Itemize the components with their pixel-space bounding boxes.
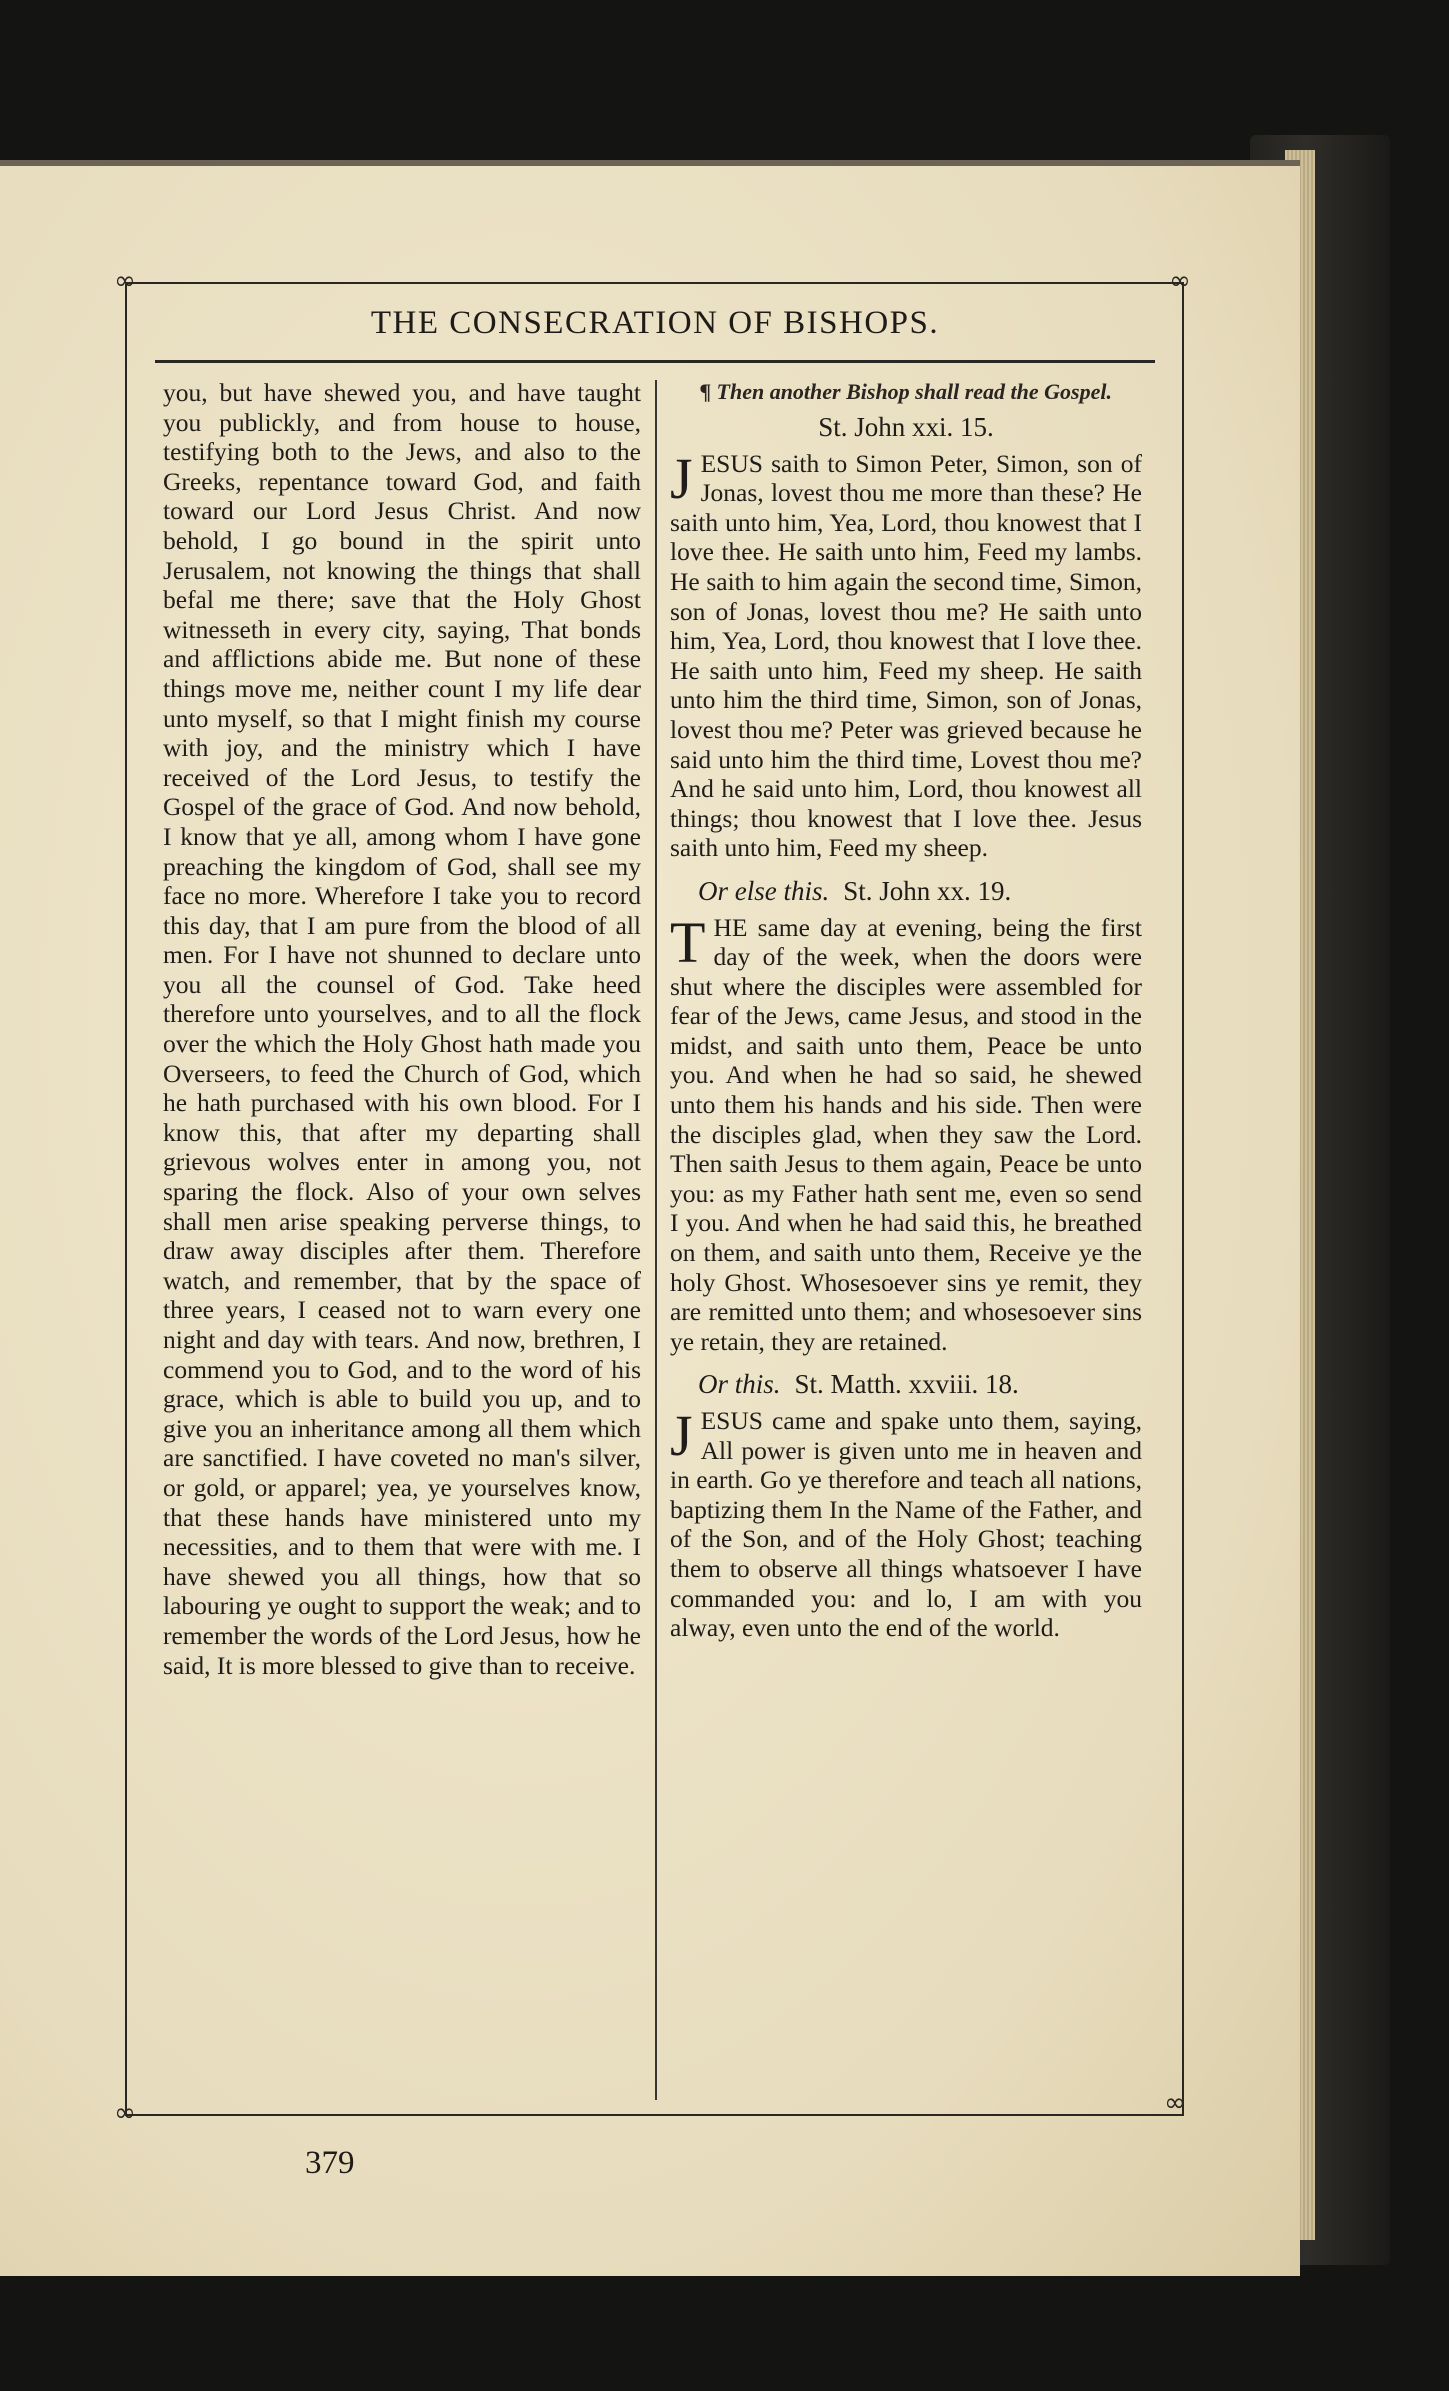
gospel-passage	[670, 445, 1142, 863]
alternative-label: Or else this.	[698, 875, 830, 906]
gospel-reference: St. John xxi. 15.	[818, 412, 994, 442]
drop-cap: J	[670, 445, 693, 511]
ornament-knot-top-left-icon: ∞	[114, 266, 136, 296]
alternative-label: Or this.	[698, 1369, 781, 1400]
gospel-passage	[670, 1403, 1142, 1643]
alternative-heading	[670, 1370, 1142, 1400]
drop-cap: T	[670, 909, 706, 975]
gospel-passage	[670, 909, 1142, 1357]
gospel-text: ESUS came and spake unto them, saying, All power is given unto me in heaven and in earth. Go ye therefore and teach all nations, baptizing them In the Name of the Father, and of the Son, and of the Holy Ghost; teaching them to observe all things whatsoever I have commanded you: and lo, I am with you alway, even unto the end of the world.	[670, 1406, 1142, 1643]
left-column	[163, 378, 641, 1680]
ornament-knot-bottom-right-icon: ∞	[1164, 2088, 1186, 2118]
ornament-knot-top-right-icon: ∞	[1169, 266, 1191, 296]
running-head: THE CONSECRATION OF BISHOPS.	[370, 305, 940, 341]
ornament-knot-bottom-left-icon: ∞	[114, 2098, 136, 2128]
gospel-text: ESUS saith to Simon Peter, Simon, son of Jonas, lovest thou me more than these? He saith unto him, Yea, Lord, thou knowest that I love thee. He saith unto him, Feed my lambs. He saith to him again the second time, Simon, son of Jonas, lovest thou me? He saith unto him, Yea, Lord, thou knowest that I love thee. He saith unto him, Feed my sheep. He saith unto him the third time, Simon, son of Jonas, lovest thou me? Peter was grieved because he said unto him the third time, Lovest thou me? And he said unto him, Lord, thou knowest all things; thou knowest that I love thee. Jesus saith unto him, Feed my sheep.	[670, 448, 1142, 863]
column-rule	[655, 380, 657, 2100]
gospel-reference: St. John xx. 19.	[843, 875, 1012, 906]
right-column	[670, 378, 1142, 1643]
rubric: ¶ Then another Bishop shall read the Gospel.	[700, 379, 1112, 404]
alternative-heading	[670, 877, 1142, 907]
drop-cap: J	[670, 1403, 693, 1468]
gospel-reference: St. Matth. xxviii. 18.	[794, 1369, 1019, 1400]
head-rule	[155, 360, 1155, 363]
gospel-text: HE same day at evening, being the first day of the week, when the doors were shut where the disciples were assembled for fear of the Jews, came Jesus, and stood in the midst, and saith unto them, Peace be unto you. And when he had so said, he shewed unto them his hands and his side. Then were the disciples glad, when they saw the Lord. Then saith Jesus to them again, Peace be unto you: as my Father hath sent me, even so send I you. And when he had said this, he breathed on them, and saith unto them, Receive ye the holy Ghost. Whosesoever sins ye remit, they are remitted unto them; and whosesoever sins ye retain, they are retained.	[670, 912, 1142, 1356]
page-number: 379	[305, 2145, 355, 2181]
epistle-text: you, but have shewed you, and have taught you publickly, and from house to house, testifying both to the Jews, and also to the Greeks, repentance toward God, and faith toward our Lord Jesus Christ. And now behold, I go bound in the spirit unto Jerusalem, not knowing the things that shall befal me there; save that the Holy Ghost witnesseth in every city, saying, That bonds and afflictions abide me. But none of these things move me, neither count I my life dear unto myself, so that I might finish my course with joy, and the ministry which I have received of the Lord Jesus, to testify the Gospel of the grace of God. And now behold, I know that ye all, among whom I have gone preaching the kingdom of God, shall see my face no more. Wherefore I take you to record this day, that I am pure from the blood of all men. For I have not shunned to declare unto you all the counsel of God. Take heed therefore unto yourselves, and to all the flock over the which the Holy Ghost hath made you Overseers, to feed the Church of God, which he hath purchased with his own blood. For I know this, that after my departing shall grievous wolves enter in among you, not sparing the flock. Also of your own selves shall men arise speaking perverse things, to draw away disciples after them. Therefore watch, and remember, that by the space of three years, I ceased not to warn every one night and day with tears. And now, brethren, I commend you to God, and to the word of his grace, which is able to build you up, and to give you an inheritance among all them which are sanctified. I have coveted no man's silver, or gold, or apparel; yea, ye yourselves know, that these hands have ministered unto my necessities, and to them that were with me. I have shewed you all things, how that so labouring ye ought to support the weak; and to remember the words of the Lord Jesus, how he said, It is more blessed to give than to receive.	[163, 378, 642, 1680]
